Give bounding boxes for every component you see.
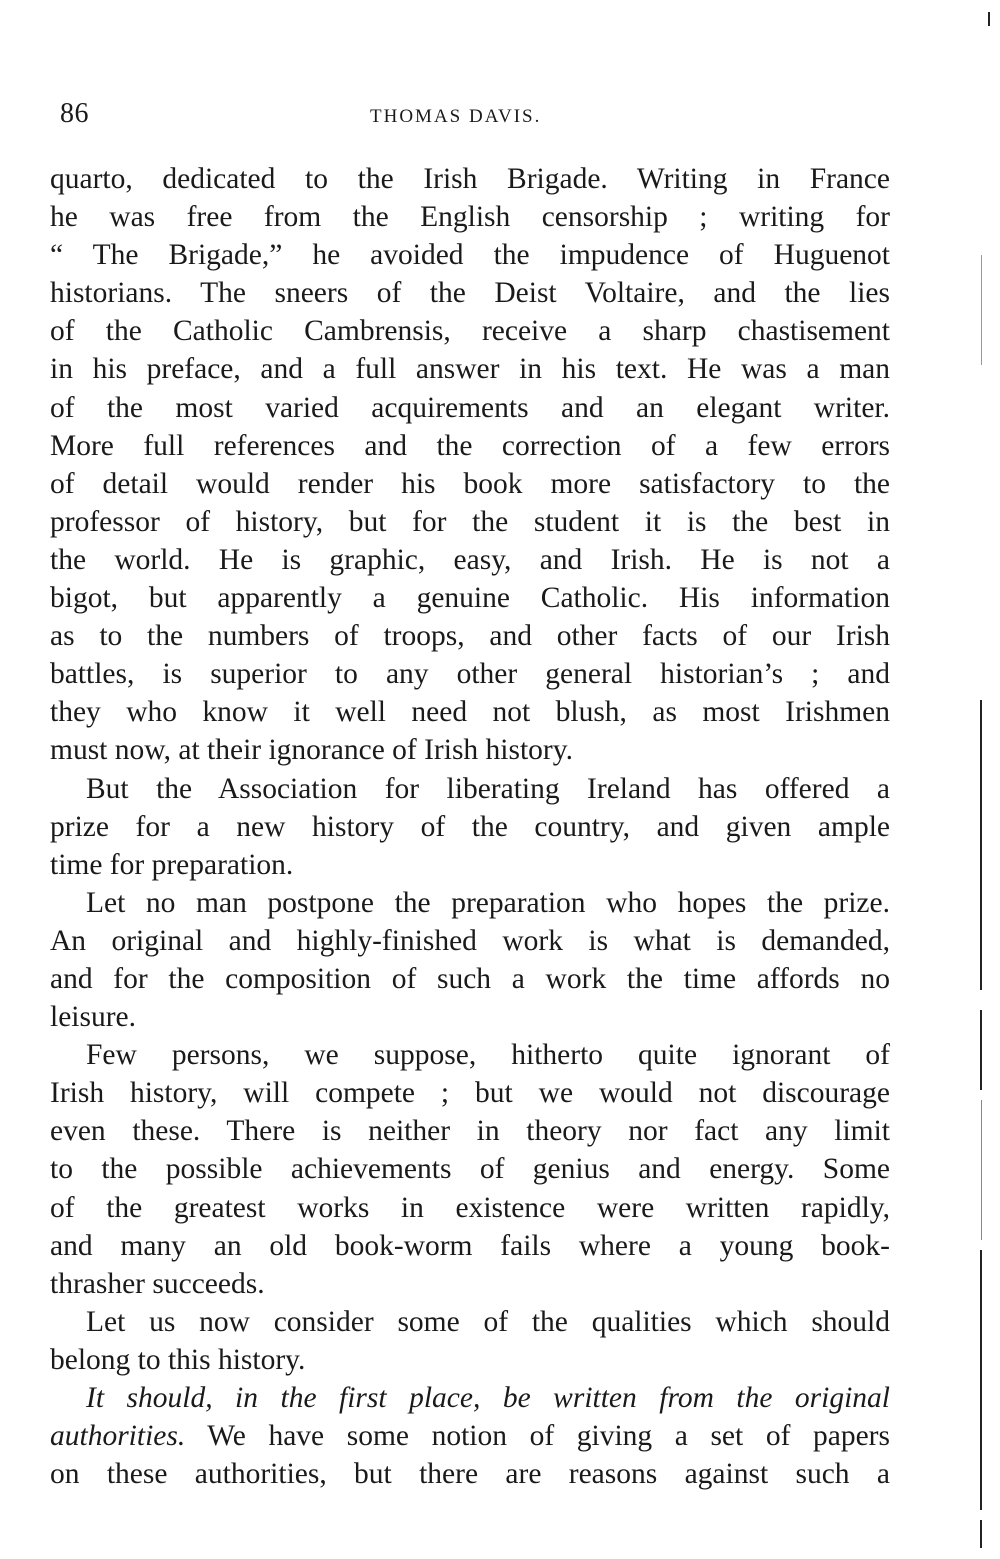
edge-mark [980,1250,982,1510]
edge-mark [981,1100,982,1240]
text-line: of the most varied acquirements and an elegant writer. [50,391,890,424]
text-line: battles, is superior to any other general historian’s ; and [50,658,890,691]
text-line: bigot, but apparently a genuine Catholic. His information [50,582,890,615]
text-line: Irish history, will compete ; but we would not discourage [50,1077,890,1110]
text-line [50,1379,890,1417]
edge-mark [988,12,990,26]
text-line: the world. He is graphic, easy, and Irish. He is not a [50,543,890,576]
text-line: time for preparation. [50,848,294,881]
text-line: he was free from the English censorship ; writing for [50,201,890,234]
running-head [60,98,890,138]
text-line: to the possible achievements of genius and energy. Some [50,1153,890,1186]
italic-phrase: authorities. [50,1420,186,1453]
text-line: Let us now consider some of the qualities which should [86,1305,890,1338]
text-line: Let no man postpone the preparation who hopes the prize. [86,886,890,919]
text-line: But the Association for liberating Ireland has offered a [86,772,890,805]
text-line: leisure. [50,1001,137,1034]
text-line: must now, at their ignorance of Irish history. [50,734,573,767]
text-line: of detail would render his book more satisfactory to the [50,467,890,500]
text-line: even these. There is neither in theory nor fact any limit [50,1115,890,1148]
text-line: and for the composition of such a work the time affords no [50,962,890,995]
text-line: of the greatest works in existence were written rapidly, [50,1191,890,1224]
italic-phrase: It should, in the first place, be written from the original [86,1382,890,1414]
page-number: 86 [60,98,89,129]
text-line: of the Catholic Cambrensis, receive a sharp chastisement [50,315,890,348]
edge-mark [980,700,982,990]
edge-mark [980,1010,982,1090]
text-line: quarto, dedicated to the Irish Brigade. Writing in France [50,163,890,195]
text-line: professor of history, but for the student it is the best in [50,505,890,538]
running-title: THOMAS DAVIS. [370,106,542,127]
text-line: and many an old book-worm fails where a young book- [50,1229,890,1262]
text-line: on these authorities, but there are reasons against such a [50,1458,890,1491]
text-line: as to the numbers of troops, and other facts of our Irish [50,620,890,653]
text-line: Few persons, we suppose, hitherto quite ignorant of [86,1039,890,1072]
text-line: they who know it well need not blush, as most Irishmen [50,696,890,729]
text-line: thrasher succeeds. [50,1267,265,1300]
text-line: belong to this history. [50,1343,306,1376]
text-line: in his preface, and a full answer in his text. He was a man [50,353,890,386]
text-span: We have some notion of giving a set of papers [185,1420,890,1453]
text-line: “ The Brigade,” he avoided the impudence of Huguenot [50,239,890,272]
body-text [50,160,890,1493]
text-line: An original and highly-finished work is what is demanded, [50,924,890,957]
edge-mark [980,1520,982,1548]
text-line: historians. The sneers of the Deist Voltaire, and the lies [50,277,890,310]
text-line: prize for a new history of the country, and given ample [50,810,890,843]
page-edge-marks [972,0,992,1559]
text-line [50,1417,890,1455]
text-line: More full references and the correction of a few errors [50,429,890,462]
edge-mark [981,255,982,365]
